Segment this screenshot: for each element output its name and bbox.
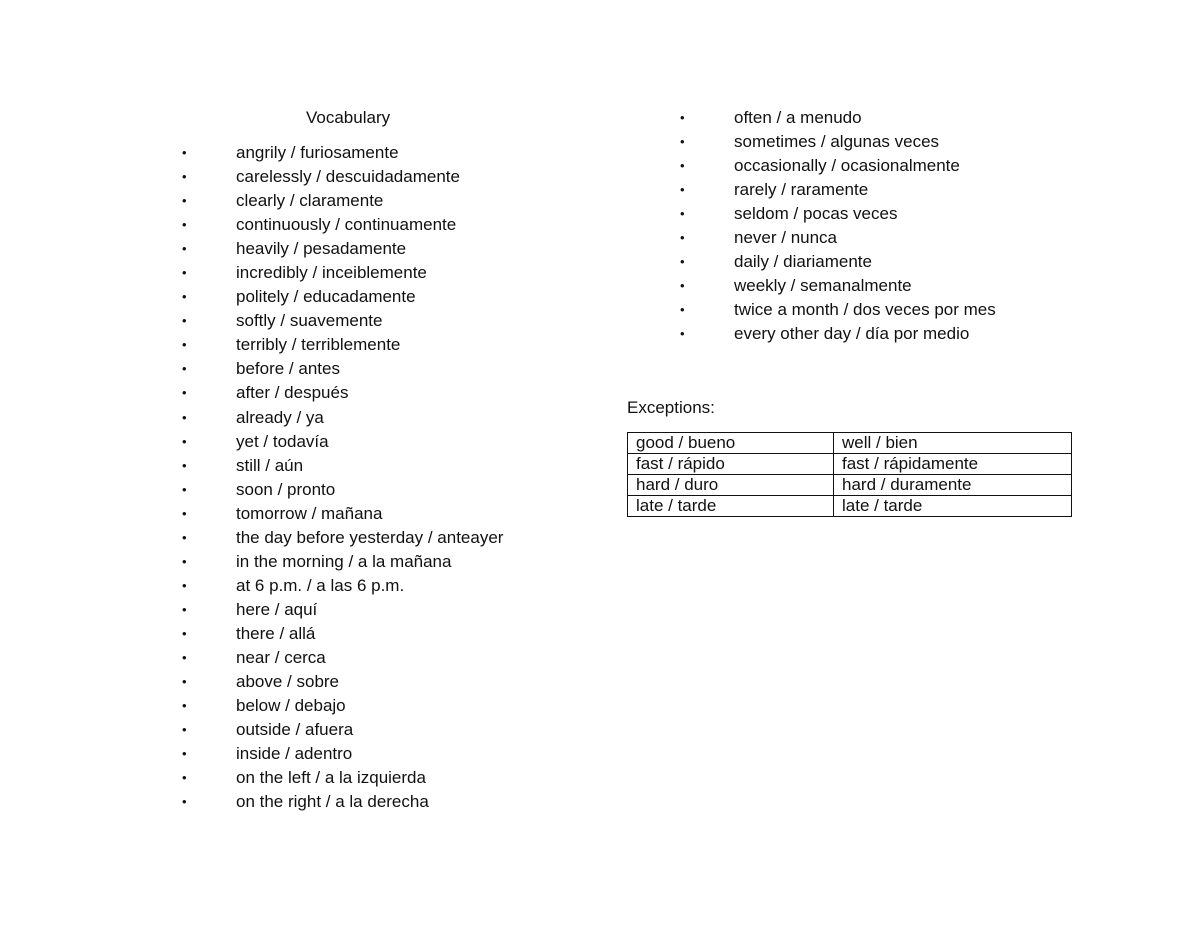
bullet-icon: • [182,265,187,281]
list-item-text: there / allá [236,623,316,643]
bullet-icon: • [182,241,187,257]
list-item-text: daily / diariamente [734,252,872,272]
list-item-text: never / nunca [734,228,838,248]
list-item-text: rarely / raramente [734,180,869,200]
list-item-text: softly / suavemente [236,311,383,331]
bullet-icon: • [680,182,685,198]
bullet-icon: • [182,433,187,449]
bullet-icon: • [182,193,187,209]
list-item-text: still / aún [236,455,304,475]
bullet-icon: • [182,698,187,714]
list-item-text: tomorrow / mañana [236,503,383,523]
list-item-text: weekly / semanalmente [734,276,912,296]
table-cell: hard / duramente [834,475,1072,496]
list-item-text: twice a month / dos veces por mes [734,300,996,320]
bullet-icon: • [182,289,187,305]
bullet-icon: • [182,361,187,377]
bullet-icon: • [182,505,187,521]
bullet-icon: • [182,553,187,569]
bullet-icon: • [182,649,187,665]
exceptions-table [627,432,1072,517]
list-item-text: outside / afuera [236,720,354,740]
list-item-text: here / aquí [236,599,318,619]
bullet-icon: • [182,409,187,425]
bullet-icon: • [680,110,685,125]
list-item-text: occasionally / ocasionalmente [734,156,960,176]
exceptions-label: Exceptions: [627,398,715,417]
list-item-text: above / sobre [236,672,340,692]
list-item-text: carelessly / descuidadamente [236,167,460,187]
bullet-icon: • [182,385,187,401]
list-item-text: at 6 p.m. / a las 6 p.m. [236,575,405,595]
bullet-icon: • [182,746,187,762]
list-item-text: on the right / a la derecha [236,792,429,812]
bullet-icon: • [182,625,187,641]
bullet-icon: • [182,601,187,617]
table-cell: late / tarde [834,496,1072,517]
bullet-icon: • [182,674,187,690]
list-item-text: clearly / claramente [236,191,384,211]
list-item-text: often / a menudo [734,108,862,127]
list-item-text: after / después [236,383,349,403]
table-cell: late / tarde [628,496,834,517]
bullet-icon: • [680,254,685,270]
bullet-icon: • [182,217,187,233]
bullet-icon: • [182,169,187,185]
list-item-text: below / debajo [236,696,346,716]
table-cell: fast / rápido [628,454,834,475]
list-item-text: in the morning / a la mañana [236,551,452,571]
bullet-icon: • [182,145,187,160]
bullet-icon: • [182,722,187,738]
bullet-icon: • [680,230,685,246]
list-item-text: seldom / pocas veces [734,204,898,224]
table-row [628,454,1072,475]
table-row [628,475,1072,496]
table-cell: well / bien [834,433,1072,454]
bullet-icon: • [680,302,685,318]
bullet-icon: • [182,577,187,593]
list-item-text: continuously / continuamente [236,215,457,235]
bullet-icon: • [182,770,187,786]
table-cell: fast / rápidamente [834,454,1072,475]
list-item-text: politely / educadamente [236,287,416,307]
list-item-text: near / cerca [236,647,326,667]
bullet-icon: • [680,326,685,342]
list-item-text: sometimes / algunas veces [734,132,940,152]
list-item-text: inside / adentro [236,744,353,764]
table-cell: hard / duro [628,475,834,496]
list-item-text: soon / pronto [236,479,336,499]
table-row [628,496,1072,517]
bullet-icon: • [182,481,187,497]
bullet-icon: • [182,457,187,473]
bullet-icon: • [680,158,685,174]
list-item-text: before / antes [236,359,340,379]
list-item-text: every other day / día por medio [734,324,970,344]
list-item-text: yet / todavía [236,431,329,451]
bullet-icon: • [680,206,685,222]
bullet-icon: • [680,278,685,294]
bullet-icon: • [680,134,685,150]
table-cell: good / bueno [628,433,834,454]
list-item-text: angrily / furiosamente [236,143,399,162]
bullet-icon: • [182,794,187,810]
list-item-text: incredibly / inceiblemente [236,263,427,283]
list-item-text: the day before yesterday / anteayer [236,527,504,547]
list-item-text: already / ya [236,407,324,427]
list-item-text: terribly / terriblemente [236,335,401,355]
bullet-icon: • [182,529,187,545]
list-item-text: heavily / pesadamente [236,239,407,259]
table-row [628,433,1072,454]
document-title: Vocabulary [306,108,391,127]
bullet-icon: • [182,337,187,353]
bullet-icon: • [182,313,187,329]
list-item-text: on the left / a la izquierda [236,768,426,788]
